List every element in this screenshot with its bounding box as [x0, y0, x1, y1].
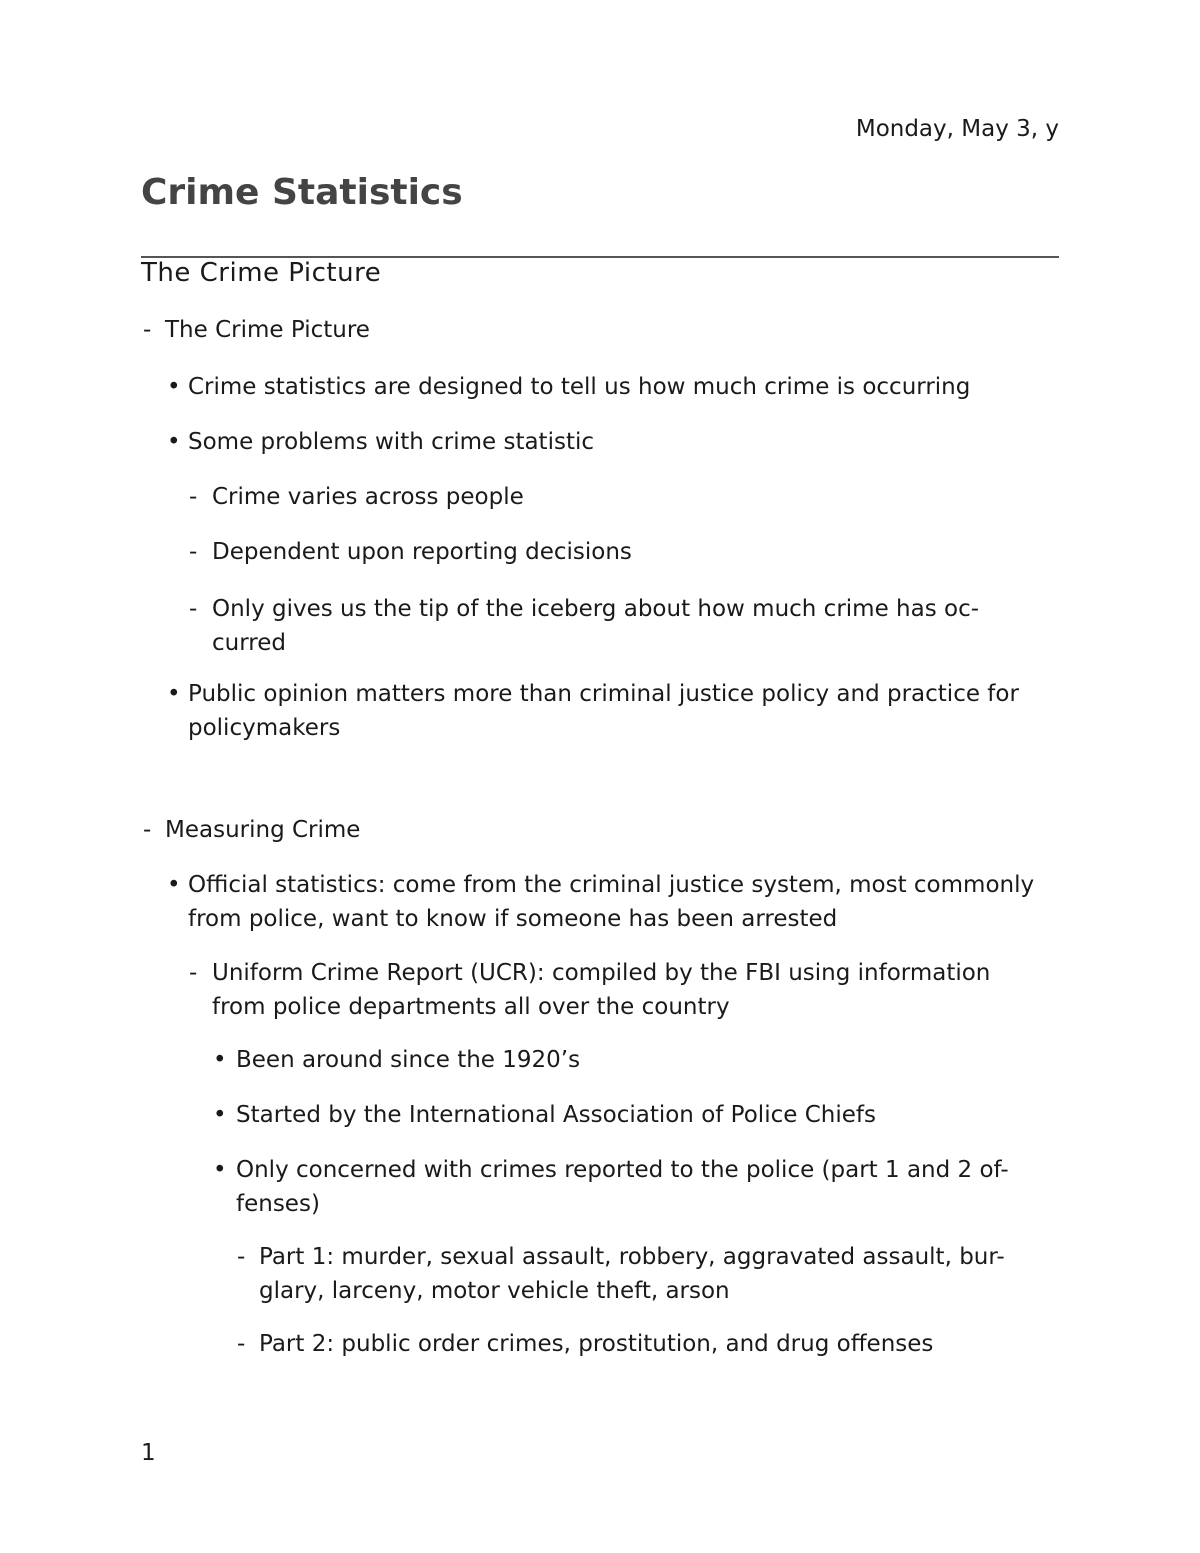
- list-item-text: Uniform Crime Report (UCR): compiled by the FBI using information from police departments all over the country: [212, 960, 991, 1020]
- list-item-text: Measuring Crime: [165, 817, 361, 843]
- list-item-text: Part 2: public order crimes, prostitution, and drug offenses: [259, 1331, 934, 1357]
- list-item-text: Only gives us the tip of the iceberg about how much crime has oc- curred: [212, 596, 980, 656]
- list-item-text: Started by the International Association of Police Chiefs: [236, 1102, 876, 1128]
- list-item-text: Some problems with crime statistic: [188, 429, 595, 455]
- dash-marker: -: [237, 1244, 246, 1270]
- list-item-text: Been around since the 1920’s: [236, 1047, 581, 1073]
- dash-marker: -: [189, 484, 198, 510]
- bullet-marker: •: [167, 681, 181, 707]
- list-item-text: The Crime Picture: [165, 317, 370, 343]
- bullet-marker: •: [167, 374, 181, 400]
- bullet-marker: •: [213, 1157, 227, 1183]
- list-item-text: Only concerned with crimes reported to the police (part 1 and 2 of- fenses): [236, 1157, 1009, 1217]
- dash-marker: -: [189, 596, 198, 622]
- list-item-text: Official statistics: come from the criminal justice system, most commonly from police, want to know if someone has been arrested: [188, 872, 1035, 932]
- list-item-text: Dependent upon reporting decisions: [212, 539, 632, 565]
- dash-marker: -: [143, 317, 152, 343]
- dash-marker: -: [189, 539, 198, 565]
- dash-marker: -: [143, 817, 152, 843]
- dash-marker: -: [237, 1331, 246, 1357]
- section-heading: The Crime Picture: [141, 258, 382, 288]
- bullet-marker: •: [213, 1102, 227, 1128]
- header-date: Monday, May 3, y: [855, 116, 1059, 142]
- list-item-text: Part 1: murder, sexual assault, robbery, aggravated assault, bur- glary, larceny, motor vehicle theft, arson: [259, 1244, 1005, 1304]
- dash-marker: -: [189, 960, 198, 986]
- document-title: Crime Statistics: [141, 172, 463, 213]
- bullet-marker: •: [213, 1047, 227, 1073]
- list-item-text: Public opinion matters more than criminal justice policy and practice for policymakers: [188, 681, 1019, 741]
- bullet-marker: •: [167, 429, 181, 455]
- bullet-marker: •: [167, 872, 181, 898]
- page-number: 1: [141, 1440, 156, 1466]
- list-item-text: Crime statistics are designed to tell us how much crime is occurring: [188, 374, 971, 400]
- list-item-text: Crime varies across people: [212, 484, 524, 510]
